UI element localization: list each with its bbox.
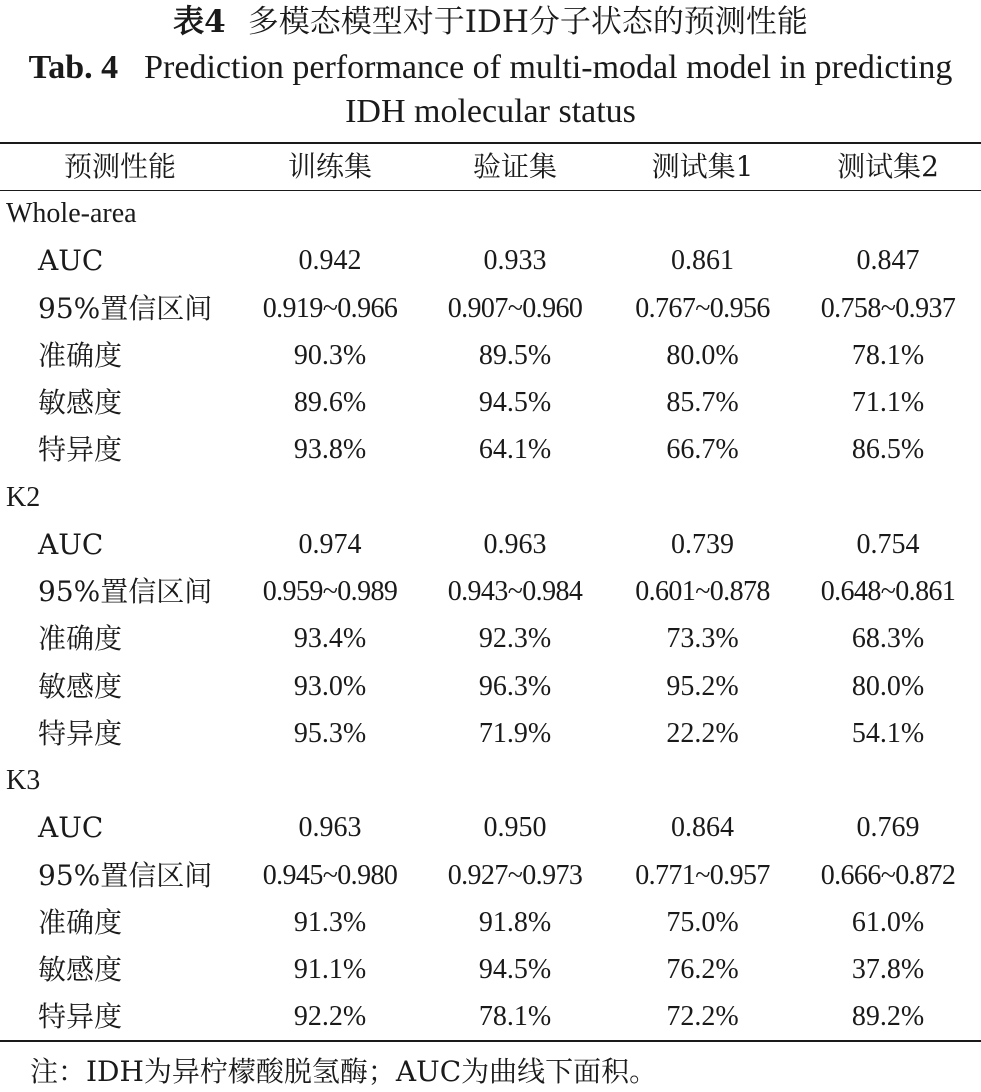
metric-label: 敏感度 (38, 386, 123, 419)
table-cell: 68.3% (851, 623, 925, 655)
group-label: K3 (6, 765, 41, 796)
table-row (0, 332, 981, 379)
table-cell: 96.3% (478, 670, 552, 702)
table-row (0, 663, 981, 710)
table-number-en: Tab. 4 (28, 49, 119, 86)
metric-label: 95%置信区间 (38, 291, 213, 325)
table-cell: 0.739 (671, 528, 734, 560)
table-row (0, 521, 981, 568)
table-cell: 71.1% (851, 387, 925, 418)
table-cell: 0.769 (856, 812, 920, 844)
table-cell: 0.959~0.989 (262, 576, 398, 607)
table-cell: 71.9% (478, 717, 552, 749)
metric-label: 敏感度 (38, 953, 123, 986)
table-cell: 0.767~0.956 (635, 292, 770, 324)
table-cell: 54.1% (851, 717, 925, 749)
table-row (0, 804, 981, 851)
table-row (0, 993, 981, 1040)
table-cell: 89.5% (478, 339, 552, 371)
table-cell: 0.945~0.980 (262, 859, 398, 891)
group-row (0, 190, 981, 237)
table-cell: 0.907~0.960 (447, 292, 583, 324)
metric-label: 敏感度 (38, 669, 123, 703)
table-caption-en: Prediction performance of multi-modal model in predicting IDH molecular status (144, 49, 953, 130)
metric-label: AUC (38, 527, 104, 561)
table-cell: 0.933 (483, 245, 547, 277)
table-row (0, 852, 981, 899)
table-cell: 0.847 (856, 245, 920, 277)
group-row (0, 757, 981, 804)
metric-label: 95%置信区间 (38, 858, 213, 892)
table-cell: 0.666~0.872 (820, 859, 956, 891)
table-cell: 76.2% (666, 954, 739, 985)
metric-label: 准确度 (38, 338, 123, 372)
table-cell: 93.0% (293, 670, 367, 702)
table-row (0, 426, 981, 473)
metric-label: 准确度 (38, 905, 123, 939)
table-row (0, 946, 981, 993)
table-note: 注：IDH为异柠檬酸脱氢酶；AUC为曲线下面积。 (30, 1055, 658, 1088)
table-cell: 0.943~0.984 (447, 576, 583, 607)
header-row (0, 144, 981, 190)
group-row (0, 474, 981, 521)
table-cell: 0.861 (671, 245, 734, 277)
table-row (0, 285, 981, 332)
table-cell: 91.8% (478, 906, 552, 938)
table-cell: 92.2% (293, 1001, 367, 1033)
table-cell: 91.3% (293, 906, 367, 938)
table-cell: 0.864 (671, 812, 734, 844)
table-cell: 78.1% (478, 1001, 552, 1033)
metric-label: AUC (38, 244, 104, 278)
table-cell: 93.4% (293, 623, 367, 655)
table-title-en (0, 46, 981, 134)
table-cell: 93.8% (293, 434, 367, 466)
table-cell: 73.3% (666, 623, 739, 655)
table-cell: 94.5% (478, 387, 552, 418)
table-row (0, 615, 981, 662)
table-cell: 75.0% (666, 906, 739, 938)
metric-label: 特异度 (38, 433, 123, 467)
group-label: Whole-area (6, 198, 137, 229)
table-cell: 0.648~0.861 (820, 576, 956, 607)
metric-label: AUC (38, 811, 104, 845)
table-cell: 0.919~0.966 (262, 292, 398, 324)
header-validation-set: 验证集 (472, 150, 557, 183)
table-cell: 95.2% (666, 670, 739, 702)
group-label: K2 (6, 481, 41, 513)
header-test-set-1: 测试集1 (651, 150, 754, 183)
table-cell: 94.5% (478, 954, 552, 985)
metric-label: 95%置信区间 (38, 575, 213, 608)
table-cell: 95.3% (293, 717, 367, 749)
table-cell: 86.5% (851, 434, 925, 466)
table-number-cn: 表4 (173, 4, 226, 40)
table-cell: 90.3% (293, 339, 367, 371)
table-cell: 22.2% (666, 717, 739, 749)
table-cell: 0.601~0.878 (635, 576, 770, 607)
metric-label: 准确度 (38, 622, 123, 656)
table-title-cn (0, 0, 981, 44)
table-cell: 92.3% (478, 623, 552, 655)
table-cell: 0.754 (856, 528, 920, 560)
table-cell: 66.7% (666, 434, 739, 466)
table-cell: 80.0% (666, 339, 739, 371)
performance-table (0, 144, 981, 1041)
table-cell: 91.1% (293, 954, 367, 985)
header-test-set-2: 测试集2 (837, 150, 939, 183)
table-cell: 78.1% (851, 339, 925, 371)
table-cell: 80.0% (851, 670, 925, 702)
metric-label: 特异度 (38, 716, 123, 750)
header-metric: 预测性能 (63, 150, 176, 183)
table-row (0, 568, 981, 615)
metric-label: 特异度 (38, 1000, 123, 1034)
table-cell: 37.8% (851, 954, 925, 985)
table-cell: 0.758~0.937 (820, 292, 956, 324)
table-cell: 89.6% (293, 387, 367, 418)
table-row (0, 237, 981, 284)
table-body (0, 190, 981, 1041)
table-cell: 0.942 (298, 245, 362, 277)
table-row (0, 899, 981, 946)
table-cell: 64.1% (478, 434, 552, 466)
table-cell: 61.0% (851, 906, 925, 938)
table-cell: 85.7% (666, 387, 739, 418)
table-cell: 0.950 (483, 812, 547, 844)
table-cell: 89.2% (851, 1001, 925, 1033)
table-cell: 0.963 (298, 812, 362, 844)
table-cell: 0.963 (483, 528, 547, 560)
table-row (0, 379, 981, 426)
table-cell: 0.974 (298, 528, 362, 560)
table-caption-cn: 多模态模型对于IDH分子状态的预测性能 (247, 4, 808, 40)
table-cell: 72.2% (666, 1001, 739, 1033)
table-row (0, 710, 981, 757)
table-cell: 0.927~0.973 (447, 859, 583, 891)
table-cell: 0.771~0.957 (635, 859, 770, 891)
header-training-set: 训练集 (287, 150, 372, 183)
